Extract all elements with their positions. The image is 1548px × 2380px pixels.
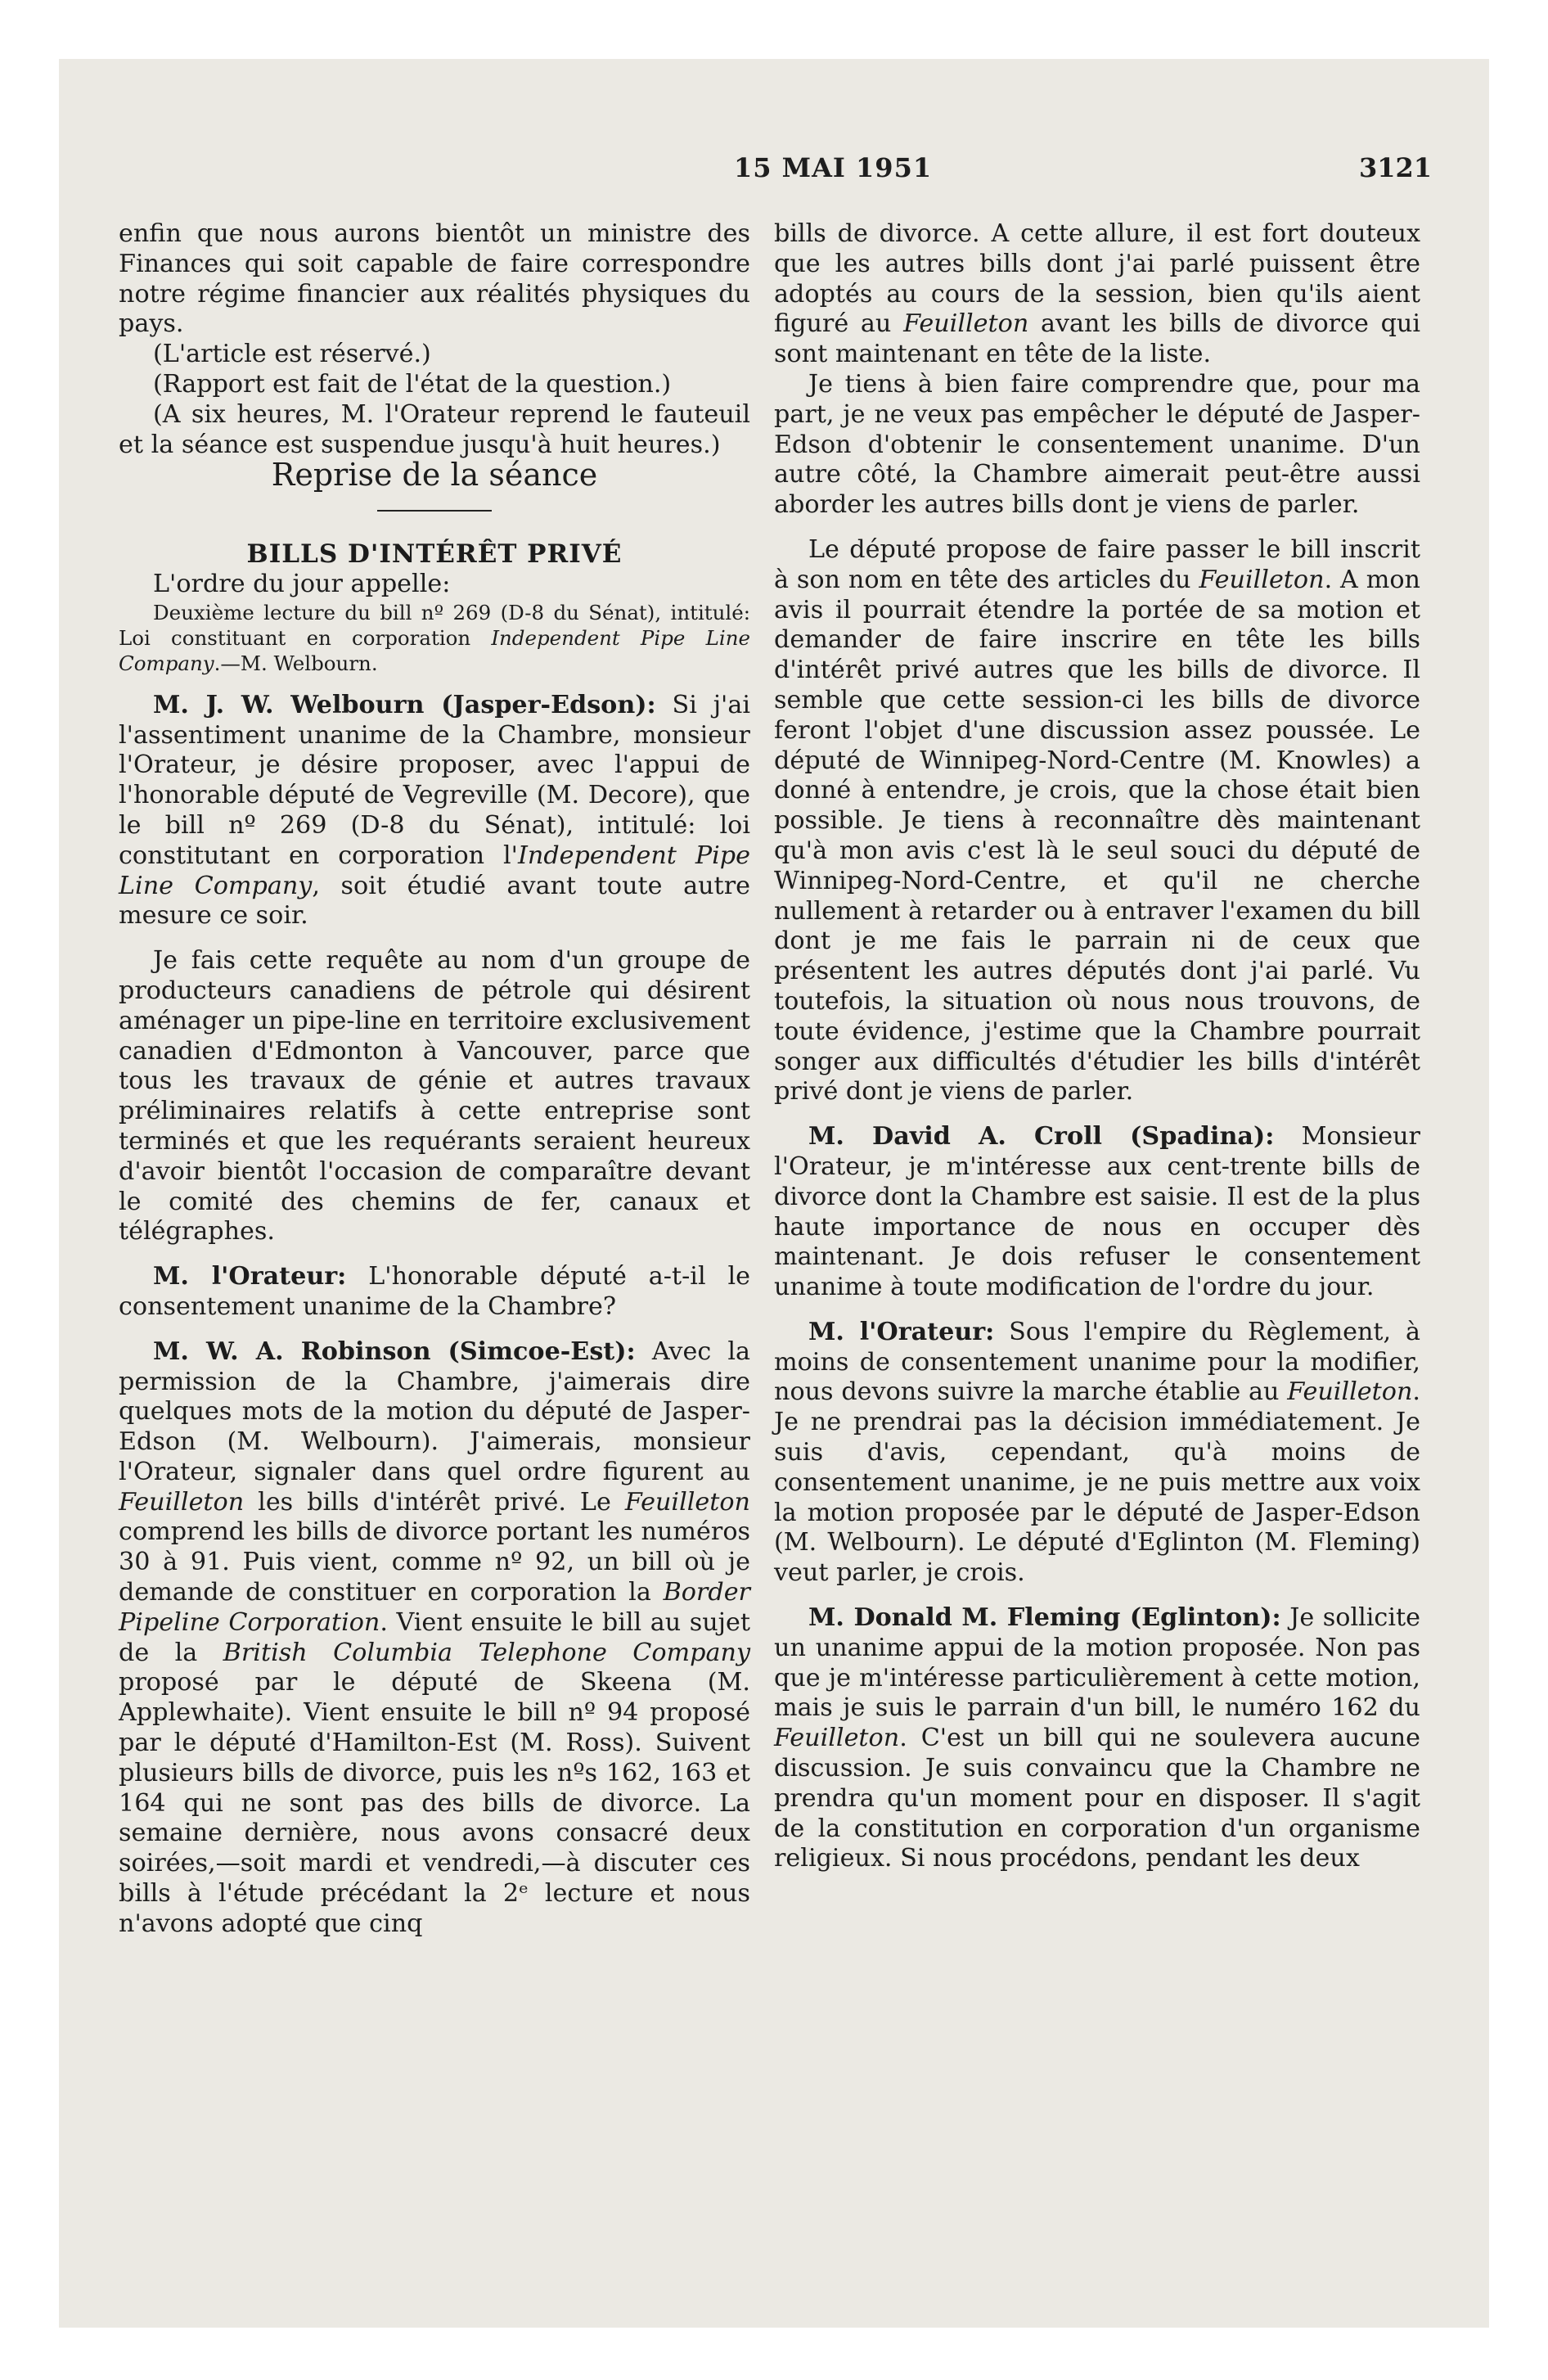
speech-orateur: M. l'Orateur: L'honorable député a-t-il le consentement unanime de la Chambre? [119,1262,750,1321]
speaker-name: M. l'Orateur: [808,1317,995,1346]
paragraph: (L'article est réservé.) [153,340,431,369]
speech-fleming: M. Donald M. Fleming (Eglinton): Je sollicite un unanime appui de la motion proposée. Non pas que je m'intéresse particulièrement à cette motion, mais je suis le parrain d'un bill, le numéro 162 du Feuilleton. C'est un bill qui ne soulevera aucune discussion. Je suis convaincu que la Chambre ne prendra qu'un moment pour en disposer. Il s'agit de la constitution en corporation d'un organisme religieux. Si nous procédons, pendant les deux [774,1603,1420,1873]
speaker-name: M. Donald M. Fleming (Eglinton): [808,1603,1281,1633]
speech-robinson: M. W. A. Robinson (Simcoe-Est): Avec la permission de la Chambre, j'aimerais dire quelques mots de la motion du député de Jasper-Edson (M. Welbourn). J'aimerais, monsieur l'Orateur, signaler dans quel ordre figurent au Feuilleton les bills d'intérêt privé. Le Feuilleton comprend les bills de divorce portant les numéros 30 à 91. Puis vient, comme nº 92, un bill où je demande de constituer en corporation la Border Pipeline Corporation. Vient ensuite le bill au sujet de la British Columbia Telephone Company proposé par le député de Skeena (M. Applewhaite). Vient ensuite le bill nº 94 proposé par le député d'Hamilton-Est (M. Ross). Suivent plusieurs bills de divorce, puis les nºs 162, 163 et 164 qui ne sont pas des bills de divorce. La semaine dernière, nous avons consacré deux soirées,—soit mardi et vendredi,—à discuter ces bills à l'étude précédant la 2ᵉ lecture et nous n'avons adopté que cinq [119,1336,751,1938]
speaker-name: M. David A. Croll (Spadina): [808,1122,1275,1152]
paragraph: enfin que nous aurons bientôt un ministre des Finances qui soit capable de faire correspondre notre régime financier aux réalités physiques du pays. [119,219,750,339]
paragraph: Je fais cette requête au nom d'un groupe de producteurs canadiens de pétrole qui désirent aménager un pipe-line en territoire exclusivement canadien d'Edmonton à Vancouver, parce que tous les travaux de génie et autres travaux préliminaires relatifs à cette entreprise sont terminés et que les requérants seraient heureux d'avoir bientôt l'occasion de comparaître devant le comité des chemins de fer, canaux et télégraphes. [119,946,750,1246]
paragraph: bills de divorce. A cette allure, il est fort douteux que les autres bills dont j'ai parlé puissent être adoptés au cours de la session, bien qu'ils aient figuré au Feuilleton avant les bills de divorce qui sont maintenant en tête de la liste. [774,219,1420,369]
paragraph: Je tiens à bien faire comprendre que, pour ma part, je ne veux pas empêcher le député de Jasper-Edson d'obtenir le consentement unanime. D'un autre côté, la Chambre aimerait peut-être aussi aborder les autres bills dont je viens de parler. [774,369,1420,520]
paragraph: (Rapport est fait de l'état de la question.) [153,369,672,399]
section-title: Reprise de la séance [271,457,598,494]
speaker-name: M. l'Orateur: [153,1262,347,1291]
paragraph: (A six heures, M. l'Orateur reprend le fauteuil et la séance est suspendue jusqu'à huit heures.) [119,399,750,459]
speaker-name: M. W. A. Robinson (Simcoe-Est): [153,1336,636,1366]
speech-croll: M. David A. Croll (Spadina): Monsieur l'Orateur, je m'intéresse aux cent-trente bills de divorce dont la Chambre est saisie. Il est de la plus haute importance de nous en occuper dès maintenant. Je dois refuser le consentement unanime à toute modification de l'ordre du jour. [774,1122,1420,1302]
paragraph: Le député propose de faire passer le bill inscrit à son nom en tête des articles du Feuilleton. A mon avis il pourrait étendre la portée de sa motion et demander de faire inscrire en tête les bills d'intérêt privé autres que les bills de divorce. Il semble que cette session-ci les bills de divorce feront l'objet d'une discussion assez poussée. Le député de Winnipeg-Nord-Centre (M. Knowles) a donné à entendre, je crois, que la chose était bien possible. Je tiens à reconnaître dès maintenant qu'à mon avis c'est là le seul souci du député de Winnipeg-Nord-Centre, et qu'il ne cherche nullement à retarder ou à entraver l'examen du bill dont je me fais le parrain ni de ceux que présentent les autres députés dont j'ai parlé. Vu toutefois, la situation où nous nous trouvons, de toute évidence, j'estime que la Chambre pourrait songer aux difficultés d'étudier les bills d'intérêt privé dont je viens de parler. [774,534,1420,1107]
speech-orateur: M. l'Orateur: Sous l'empire du Règlement, à moins de consentement unanime pour la modifier, nous devons suivre la marche établie au Feuilleton. Je ne prendrai pas la décision immédiatement. Je suis d'avis, cependant, qu'à moins de consentement unanime, je ne puis mettre aux voix la motion proposée par le député de Jasper-Edson (M. Welbourn). Le député d'Eglinton (M. Fleming) veut parler, je crois. [774,1317,1420,1588]
speaker-name: M. J. W. Welbourn (Jasper-Edson): [153,690,656,719]
second-reading-notice: Deuxième lecture du bill nº 269 (D-8 du Sénat), intitulé: Loi constituant en corporation Independent Pipe Line Company.—M. Welbourn. [119,600,750,675]
page-header [59,152,1489,201]
speech-welbourn: M. J. W. Welbourn (Jasper-Edson): Si j'ai l'assentiment unanime de la Chambre, monsieur l'Orateur, je désire proposer, avec l'appui de l'honorable député de Vegreville (M. Decore), que le bill nº 269 (D-8 du Sénat), intitulé: loi constitutant en corporation l'Independent Pipe Line Company, soit étudié avant toute autre mesure ce soir. [119,690,751,931]
order-of-day: L'ordre du jour appelle: [153,569,451,598]
page-number: 3121 [1358,152,1432,183]
right-column [774,219,1420,1874]
header-date: 15 MAI 1951 [734,152,933,183]
section-divider [377,510,492,512]
bills-heading: BILLS D'INTÉRÊT PRIVÉ [246,539,623,570]
left-column [119,219,750,1940]
